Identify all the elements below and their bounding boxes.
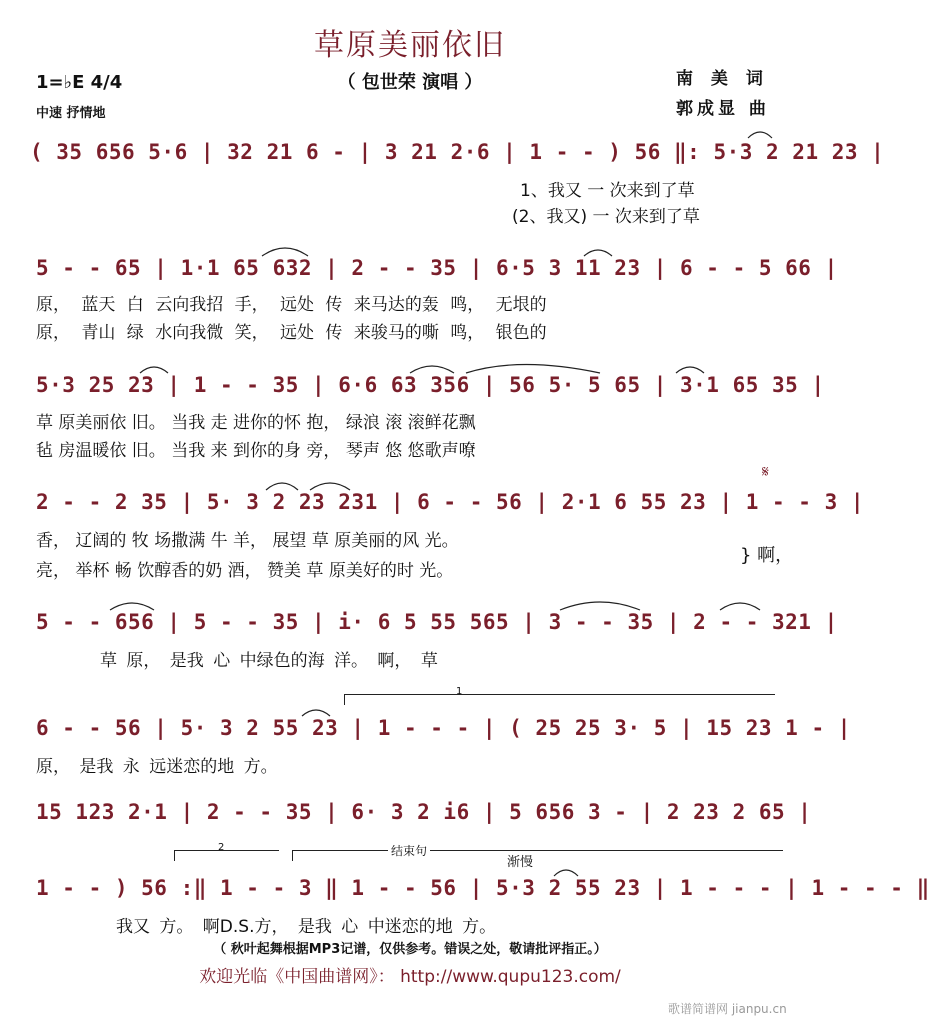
tempo-marking: 中速 抒情地 xyxy=(36,106,106,121)
ending-label: 结束句 xyxy=(388,842,430,859)
slur-arc xyxy=(110,603,154,610)
lyric-line: 原， 蓝天 白 云向我招 手， 远处 传 来马达的轰 鸣， 无垠的 xyxy=(36,295,547,315)
slur-arc xyxy=(466,365,600,374)
slur-arc xyxy=(410,366,454,373)
slur-arc xyxy=(748,132,772,138)
lyric-line: 草 原美丽依 旧。 当我 走 进你的怀 抱， 绿浪 滚 滚鲜花飘 xyxy=(36,413,476,433)
volta-number: 1 xyxy=(456,686,463,697)
lyric-line: 我又 方。 啊D.S.方， 是我 心 中迷恋的地 方。 xyxy=(116,917,497,937)
performer-credit: （ 包世荣 演唱 ） xyxy=(337,72,483,93)
notation-row-4: 2 - - 2 35 | 5· 3 2 23 231 | 6 - - 56 | 2·1 6 55 23 | 1 - - 3 | xyxy=(36,490,865,514)
coda-bracket xyxy=(292,850,783,861)
lyric-line: (2、我又) 一 次来到了草 xyxy=(512,207,700,227)
score-title: 草原美丽依旧 xyxy=(314,28,506,63)
volta-number: 2 xyxy=(218,842,225,853)
notation-row-7: 15 123 2·1 | 2 - - 35 | 6· 3 2 i6 | 5 656 3 - | 2 23 2 65 | xyxy=(36,800,812,824)
notation-row-1: ( 35 656 5·6 | 32 21 6 - | 3 21 2·6 | 1 - - ) 56 ‖: 5·3 2 21 23 | xyxy=(30,140,885,164)
volta-bracket-2 xyxy=(174,850,279,861)
notation-row-6: 6 - - 56 | 5· 3 2 55 23 | 1 - - - | ( 25 25 3· 5 | 15 23 1 - | xyxy=(36,716,851,740)
lyric-line: 原， 是我 永 远迷恋的地 方。 xyxy=(36,757,278,777)
lyric-line: 原， 青山 绿 水向我微 笑， 远处 传 来骏马的嘶 鸣， 银色的 xyxy=(36,323,547,343)
notation-row-2: 5 - - 65 | 1·1 65 632 | 2 - - 35 | 6·5 3 11 23 | 6 - - 5 66 | xyxy=(36,256,838,280)
slur-arc xyxy=(266,483,298,490)
volta-bracket-1 xyxy=(344,694,775,705)
lyric-line: } 啊， xyxy=(740,545,794,566)
segno-sign-icon: 𝄋 xyxy=(762,462,769,481)
notation-row-5: 5 - - 656 | 5 - - 35 | i· 6 5 55 565 | 3 - - 35 | 2 - - 321 | xyxy=(36,610,838,634)
notation-row-8: 1 - - ) 56 :‖ 1 - - 3 ‖ 1 - - 56 | 5·3 2 55 23 | 1 - - - | 1 - - - ‖ xyxy=(36,876,930,900)
lyric-line: 毡 房温暖依 旧。 当我 来 到你的身 旁， 琴声 悠 悠歌声嘹 xyxy=(36,441,476,461)
watermark-text: 歌谱简谱网 jianpu.cn xyxy=(668,1002,787,1016)
key-signature: 1=♭E 4/4 xyxy=(36,72,123,93)
lyricist-credit: 南 美 词 xyxy=(676,69,769,89)
website-link[interactable]: 欢迎光临《中国曲谱网》： http://www.qupu123.com/ xyxy=(199,967,621,987)
composer-credit: 郭成显 曲 xyxy=(676,99,770,119)
dynamic-marking: 渐慢 xyxy=(507,855,534,870)
notation-row-3: 5·3 25 23 | 1 - - 35 | 6·6 63 356 | 56 5· 5 65 | 3·1 65 35 | xyxy=(36,373,825,397)
lyric-line: 草 原， 是我 心 中绿色的海 洋。 啊， 草 xyxy=(100,651,438,671)
transcriber-note: （ 秋叶起舞根据MP3记谱，仅供参考。错误之处，敬请批评指正。） xyxy=(213,942,607,957)
lyric-line: 1、我又 一 次来到了草 xyxy=(520,181,695,201)
slur-arc xyxy=(560,602,640,610)
slur-arc xyxy=(262,248,308,256)
slur-arc xyxy=(720,603,760,610)
lyric-line: 亮， 举杯 畅 饮醇香的奶 酒， 赞美 草 原美好的时 光。 xyxy=(36,561,454,581)
slur-arc xyxy=(310,483,350,490)
lyric-line: 香， 辽阔的 牧 场撒满 牛 羊， 展望 草 原美丽的风 光。 xyxy=(36,531,459,551)
